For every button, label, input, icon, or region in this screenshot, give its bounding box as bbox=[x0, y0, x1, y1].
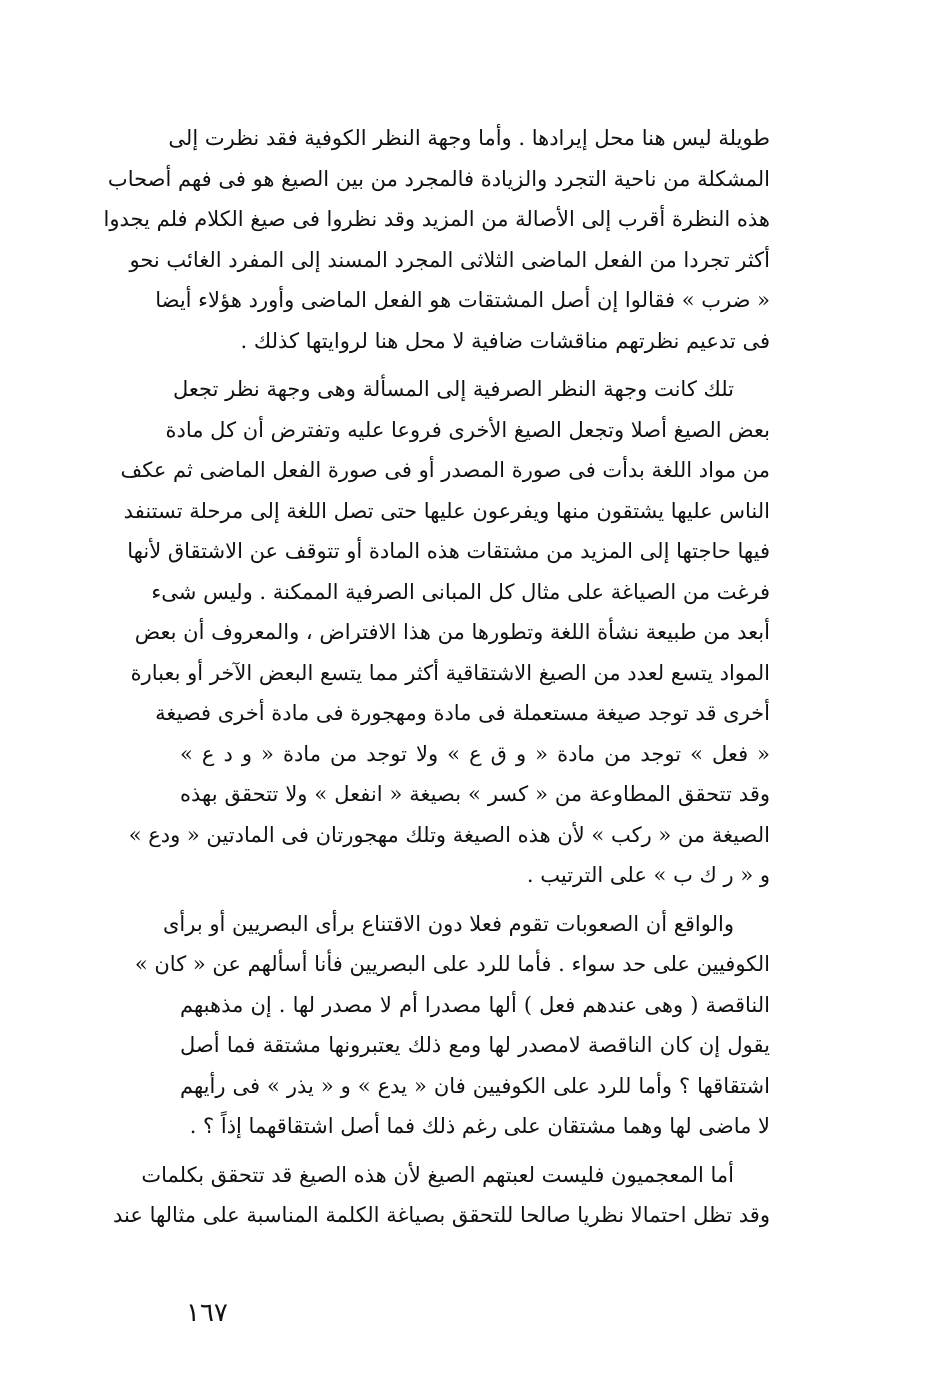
text-line: أخرى قد توجد صيغة مستعملة فى مادة ومهجورة فى مادة أخرى فصيغة bbox=[155, 701, 770, 725]
paragraph-1 bbox=[103, 118, 770, 361]
text-line: الكوفيين على حد سواء . فأما للرد على البصريين فأنا أسألهم عن « كان » bbox=[134, 952, 770, 976]
text-line: « ضرب » فقالوا إن أصل المشتقات هو الفعل الماضى وأورد هؤلاء أيضا bbox=[155, 288, 770, 312]
text-line: الصيغة من « ركب » لأن هذه الصيغة وتلك مهجورتان فى المادتين « ودع » bbox=[128, 822, 770, 847]
text-line: أما المعجميون فليست لعبتهم الصيغ لأن هذه الصيغ قد تتحقق بكلمات bbox=[141, 1162, 734, 1187]
text-line: يقول إن كان الناقصة لامصدر لها ومع ذلك يعتبرونها مشتقة فما أصل bbox=[180, 1033, 770, 1057]
paragraph-3 bbox=[134, 904, 770, 1147]
text-line: أبعد من طبيعة نشأة اللغة وتطورها من هذا الافتراض ، والمعروف أن بعض bbox=[134, 620, 770, 644]
text-line: و « ر ك ب » على الترتيب . bbox=[526, 863, 770, 887]
page-number: ١٦٧ bbox=[186, 1298, 228, 1328]
text-line: من مواد اللغة بدأت فى صورة المصدر أو فى صورة الفعل الماضى ثم عكف bbox=[120, 458, 770, 482]
paragraph-2 bbox=[120, 369, 770, 896]
text-line: المشكلة من ناحية التجرد والزيادة فالمجرد من بين الصيغ هو فى فهم أصحاب bbox=[107, 166, 770, 191]
text-line: الناقصة ( وهى عندهم فعل ) ألها مصدرا أم لا مصدر لها . إن مذهبهم bbox=[180, 992, 770, 1017]
text-line: وقد تظل احتمالا نظريا صالحا للتحقق بصياغة الكلمة المناسبة على مثالها عند bbox=[113, 1203, 770, 1227]
text-line: والواقع أن الصعوبات تقوم فعلا دون الاقتناع برأى البصريين أو برأى bbox=[162, 911, 734, 936]
text-line: طويلة ليس هنا محل إيرادها . وأما وجهة النظر الكوفية فقد نظرت إلى bbox=[168, 126, 770, 150]
text-line: الناس عليها يشتقون منها ويفرعون عليها حتى تصل اللغة إلى مرحلة تستنفد bbox=[123, 498, 770, 523]
text-line: « فعل » توجد من مادة « و ق ع » ولا توجد من مادة « و د ع » bbox=[180, 741, 770, 766]
text-line: فرغت من الصياغة على مثال كل المبانى الصرفية الممكنة . وليس شىء bbox=[151, 579, 770, 604]
text-line: بعض الصيغ أصلا وتجعل الصيغ الأخرى فروعا عليه وتفترض أن كل مادة bbox=[165, 417, 770, 442]
text-line: أكثر تجردا من الفعل الماضى الثلاثى المجرد المسند إلى المفرد الغائب نحو bbox=[129, 247, 770, 272]
text-line: اشتقاقها ؟ وأما للرد على الكوفيين فان « يدع » و « يذر » فى رأيهم bbox=[180, 1073, 770, 1098]
text-line: هذه النظرة أقرب إلى الأصالة من المزيد وقد نظروا فى صيغ الكلام فلم يجدوا bbox=[103, 207, 770, 231]
text-line: فيها حاجتها إلى المزيد من مشتقات هذه المادة أو تتوقف عن الاشتقاق لأنها bbox=[127, 539, 770, 563]
text-line: فى تدعيم نظرتهم مناقشات ضافية لا محل هنا لروايتها كذلك . bbox=[240, 328, 770, 353]
paragraph-4 bbox=[113, 1155, 770, 1236]
text-line: تلك كانت وجهة النظر الصرفية إلى المسألة وهى وجهة نظر تجعل bbox=[173, 377, 734, 401]
body-text bbox=[103, 118, 770, 1244]
text-line: وقد تتحقق المطاوعة من « كسر » بصيغة « انفعل » ولا تتحقق بهذه bbox=[180, 782, 770, 806]
text-line: المواد يتسع لعدد من الصيغ الاشتقاقية أكثر مما يتسع البعض الآخر أو بعبارة bbox=[130, 660, 770, 685]
text-line: لا ماضى لها وهما مشتقان على رغم ذلك فما أصل اشتقاقهما إذاً ؟ . bbox=[189, 1114, 770, 1138]
